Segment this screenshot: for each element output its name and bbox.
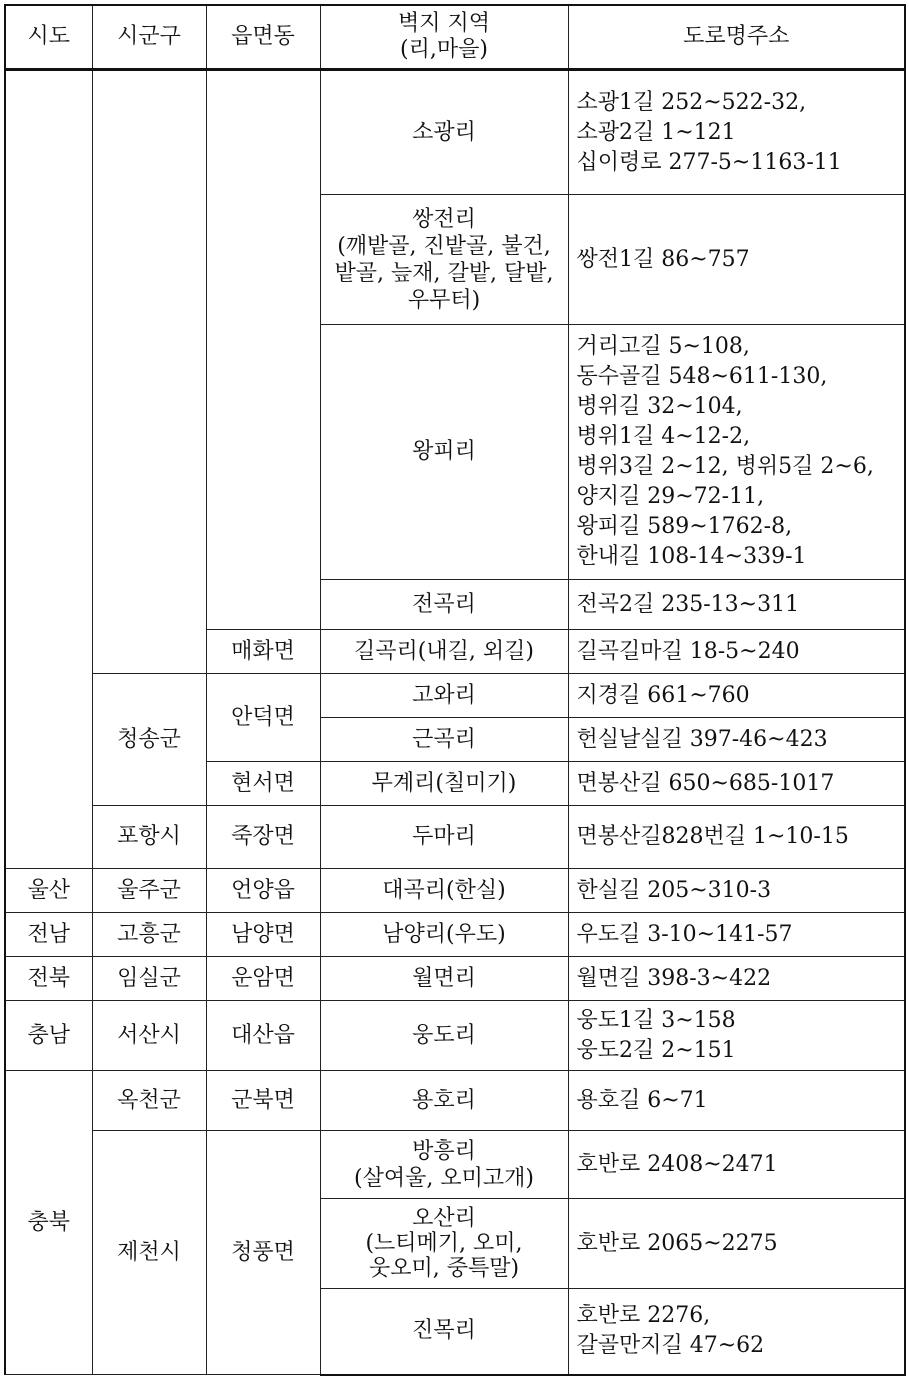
road-address-cell: 면봉산길828번길 1~10-15 [568, 806, 905, 869]
village-cell: 전곡리 [320, 580, 568, 630]
town-cell: 운암면 [206, 957, 320, 1001]
province-cell: 충북 [5, 1071, 92, 1375]
road-address-cell: 우도길 3-10~141-57 [568, 913, 905, 957]
road-address-cell: 거리고길 5~108, 동수골길 548~611-130, 병위길 32~104, 병위1길 4~12-2, 병위3길 2~12, 병위5길 2~6, 양지길 29~72-11, 왕피길 589~1762-8, 한내길 108-14~339-1 [568, 325, 905, 580]
header-remote-area: 벽지 지역 (리,마을) [320, 5, 568, 70]
road-address-cell: 호반로 2276, 갈골만지길 47~62 [568, 1289, 905, 1375]
village-cell: 무계리(칠미기) [320, 762, 568, 806]
county-cell: 울주군 [92, 869, 206, 913]
table-row [5, 1071, 905, 1131]
village-cell: 쌍전리 (깨밭골, 진밭골, 불건, 밭골, 늪재, 갈밭, 달밭, 우무터) [320, 195, 568, 325]
table-row [5, 957, 905, 1001]
village-cell: 남양리(우도) [320, 913, 568, 957]
header-road-address: 도로명주소 [568, 5, 905, 70]
road-address-cell: 웅도1길 3~158 웅도2길 2~151 [568, 1001, 905, 1071]
county-cell: 옥천군 [92, 1071, 206, 1131]
remote-area-table [4, 4, 906, 1376]
village-cell: 두마리 [320, 806, 568, 869]
road-address-cell: 월면길 398-3~422 [568, 957, 905, 1001]
table-header-row [5, 5, 905, 70]
county-cell: 제천시 [92, 1131, 206, 1375]
town-cell: 안덕면 [206, 674, 320, 762]
town-cell: 현서면 [206, 762, 320, 806]
town-cell: 대산읍 [206, 1001, 320, 1071]
table-row [5, 674, 905, 718]
table-row [5, 913, 905, 957]
village-cell: 소광리 [320, 70, 568, 195]
town-cell-empty [206, 70, 320, 630]
province-cell: 전남 [5, 913, 92, 957]
town-cell: 남양면 [206, 913, 320, 957]
town-cell: 죽장면 [206, 806, 320, 869]
road-address-cell: 지경길 661~760 [568, 674, 905, 718]
village-cell: 용호리 [320, 1071, 568, 1131]
village-cell: 웅도리 [320, 1001, 568, 1071]
table-row [5, 869, 905, 913]
header-town: 읍면동 [206, 5, 320, 70]
road-address-cell: 호반로 2065~2275 [568, 1199, 905, 1289]
table-row [5, 806, 905, 869]
village-cell: 오산리 (느티메기, 오미, 웃오미, 중특말) [320, 1199, 568, 1289]
town-cell: 매화면 [206, 630, 320, 674]
village-cell: 진목리 [320, 1289, 568, 1375]
header-county: 시군구 [92, 5, 206, 70]
road-address-cell: 소광1길 252~522-32, 소광2길 1~121 십이령로 277-5~1163-11 [568, 70, 905, 195]
province-cell-empty [5, 70, 92, 869]
road-address-cell: 면봉산길 650~685-1017 [568, 762, 905, 806]
village-cell: 대곡리(한실) [320, 869, 568, 913]
village-cell: 방흥리 (살여울, 오미고개) [320, 1131, 568, 1199]
county-cell: 고흥군 [92, 913, 206, 957]
county-cell-empty [92, 70, 206, 674]
road-address-cell: 전곡2길 235-13~311 [568, 580, 905, 630]
road-address-cell: 호반로 2408~2471 [568, 1131, 905, 1199]
road-address-cell: 용호길 6~71 [568, 1071, 905, 1131]
village-cell: 길곡리(내길, 외길) [320, 630, 568, 674]
town-cell: 청풍면 [206, 1131, 320, 1375]
county-cell: 임실군 [92, 957, 206, 1001]
table-row [5, 1131, 905, 1199]
county-cell: 청송군 [92, 674, 206, 806]
road-address-cell: 한실길 205~310-3 [568, 869, 905, 913]
county-cell: 포항시 [92, 806, 206, 869]
village-cell: 고와리 [320, 674, 568, 718]
province-cell: 전북 [5, 957, 92, 1001]
road-address-cell: 길곡길마길 18-5~240 [568, 630, 905, 674]
table-row [5, 1001, 905, 1071]
road-address-cell: 헌실날실길 397-46~423 [568, 718, 905, 762]
province-cell: 울산 [5, 869, 92, 913]
town-cell: 언양읍 [206, 869, 320, 913]
village-cell: 왕피리 [320, 325, 568, 580]
village-cell: 근곡리 [320, 718, 568, 762]
county-cell: 서산시 [92, 1001, 206, 1071]
province-cell: 충남 [5, 1001, 92, 1071]
road-address-cell: 쌍전1길 86~757 [568, 195, 905, 325]
village-cell: 월면리 [320, 957, 568, 1001]
header-province: 시도 [5, 5, 92, 70]
table-row [5, 70, 905, 195]
town-cell: 군북면 [206, 1071, 320, 1131]
